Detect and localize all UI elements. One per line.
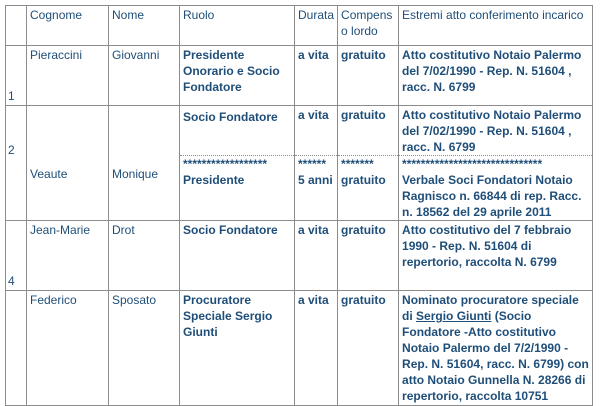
cell-ruolo: Procuratore Speciale Sergio Giunti [180,291,295,406]
cell-durata-split [295,106,338,221]
header-row [6,6,593,46]
cell-cognome: Jean-Marie [27,221,109,291]
cell-nome: Giovanni [109,46,180,106]
compenso-second: gratuito [341,173,386,187]
header-compenso [338,6,399,46]
cell-estremi [399,291,593,406]
cell-nome: Monique [109,106,180,221]
estremi-text-pre: Nominato procuratore speciale di [402,293,579,323]
estremi-text-post: (Socio Fondatore -Atto costitutivo Notaio Palermo del 7/2/1990 - Rep. N. 51604, racc. N. 6799) con atto Notaio Gunnella N. 28266 di repertorio, raccolta 10751 [402,309,589,403]
ruolo-separator: ****************** [183,157,268,171]
estremi-first: Atto costitutivo Notaio Palermo del 7/02/1990 - Rep. N. 51604 , racc. N. 6799 [399,106,592,156]
cell-cognome: Veaute [27,106,109,221]
table-row [6,291,593,406]
estremi-separator: ****************************** [402,157,543,171]
cell-nome: Sposato [109,291,180,406]
estremi-second: Verbale Soci Fondatori Notaio Ragnisco n. 66844 di rep. Racc. n. 18562 del 29 aprile 2011 [402,173,582,219]
header-estremi: Estremi atto conferimento incarico [399,6,593,46]
row-number: 2 [6,106,27,221]
cell-estremi: Atto costitutivo del 7 febbraio 1990 - Rep. N. 51604 di repertorio, raccolta N. 6799 [399,221,593,291]
cell-cognome: Federico [27,291,109,406]
header-cognome: Cognome [27,6,109,46]
row-number: 1 [6,46,27,106]
cell-durata: a vita [295,291,338,406]
cell-ruolo: Presidente Onorario e Socio Fondatore [180,46,295,106]
header-compenso-line1: Compens [341,8,393,22]
sergio-giunti-link[interactable]: Sergio Giunti [416,309,492,323]
header-nome: Nome [109,6,180,46]
cell-ruolo-split [180,106,295,221]
incarichi-table [5,5,593,406]
compenso-separator: ******* [341,157,374,171]
cell-durata: a vita [295,46,338,106]
table-row [6,46,593,106]
cell-ruolo: Socio Fondatore [180,221,295,291]
header-durata: Durata [295,6,338,46]
cell-compenso: gratuito [338,46,399,106]
cell-durata: a vita [295,221,338,291]
table-row [6,221,593,291]
cell-compenso: gratuito [338,221,399,291]
cell-nome: Drot [109,221,180,291]
row-number [6,291,27,406]
header-num [6,6,27,46]
header-ruolo: Ruolo [180,6,295,46]
cell-estremi-split [399,106,593,221]
cell-estremi: Atto costitutivo Notaio Palermo del 7/02/1990 - Rep. N. 51604 , racc. N. 6799 [399,46,593,106]
cell-compenso: gratuito [338,291,399,406]
cell-compenso-split [338,106,399,221]
durata-separator: ****** [298,157,327,171]
table-row [6,106,593,221]
header-compenso-line2: o lordo [341,24,378,38]
cell-cognome: Pieraccini [27,46,109,106]
row-number: 4 [6,221,27,291]
compenso-first: gratuito [338,106,398,156]
durata-first: a vita [295,106,337,156]
ruolo-second: Presidente [183,173,245,187]
durata-second: 5 anni [298,173,333,187]
ruolo-first: Socio Fondatore [180,106,294,156]
